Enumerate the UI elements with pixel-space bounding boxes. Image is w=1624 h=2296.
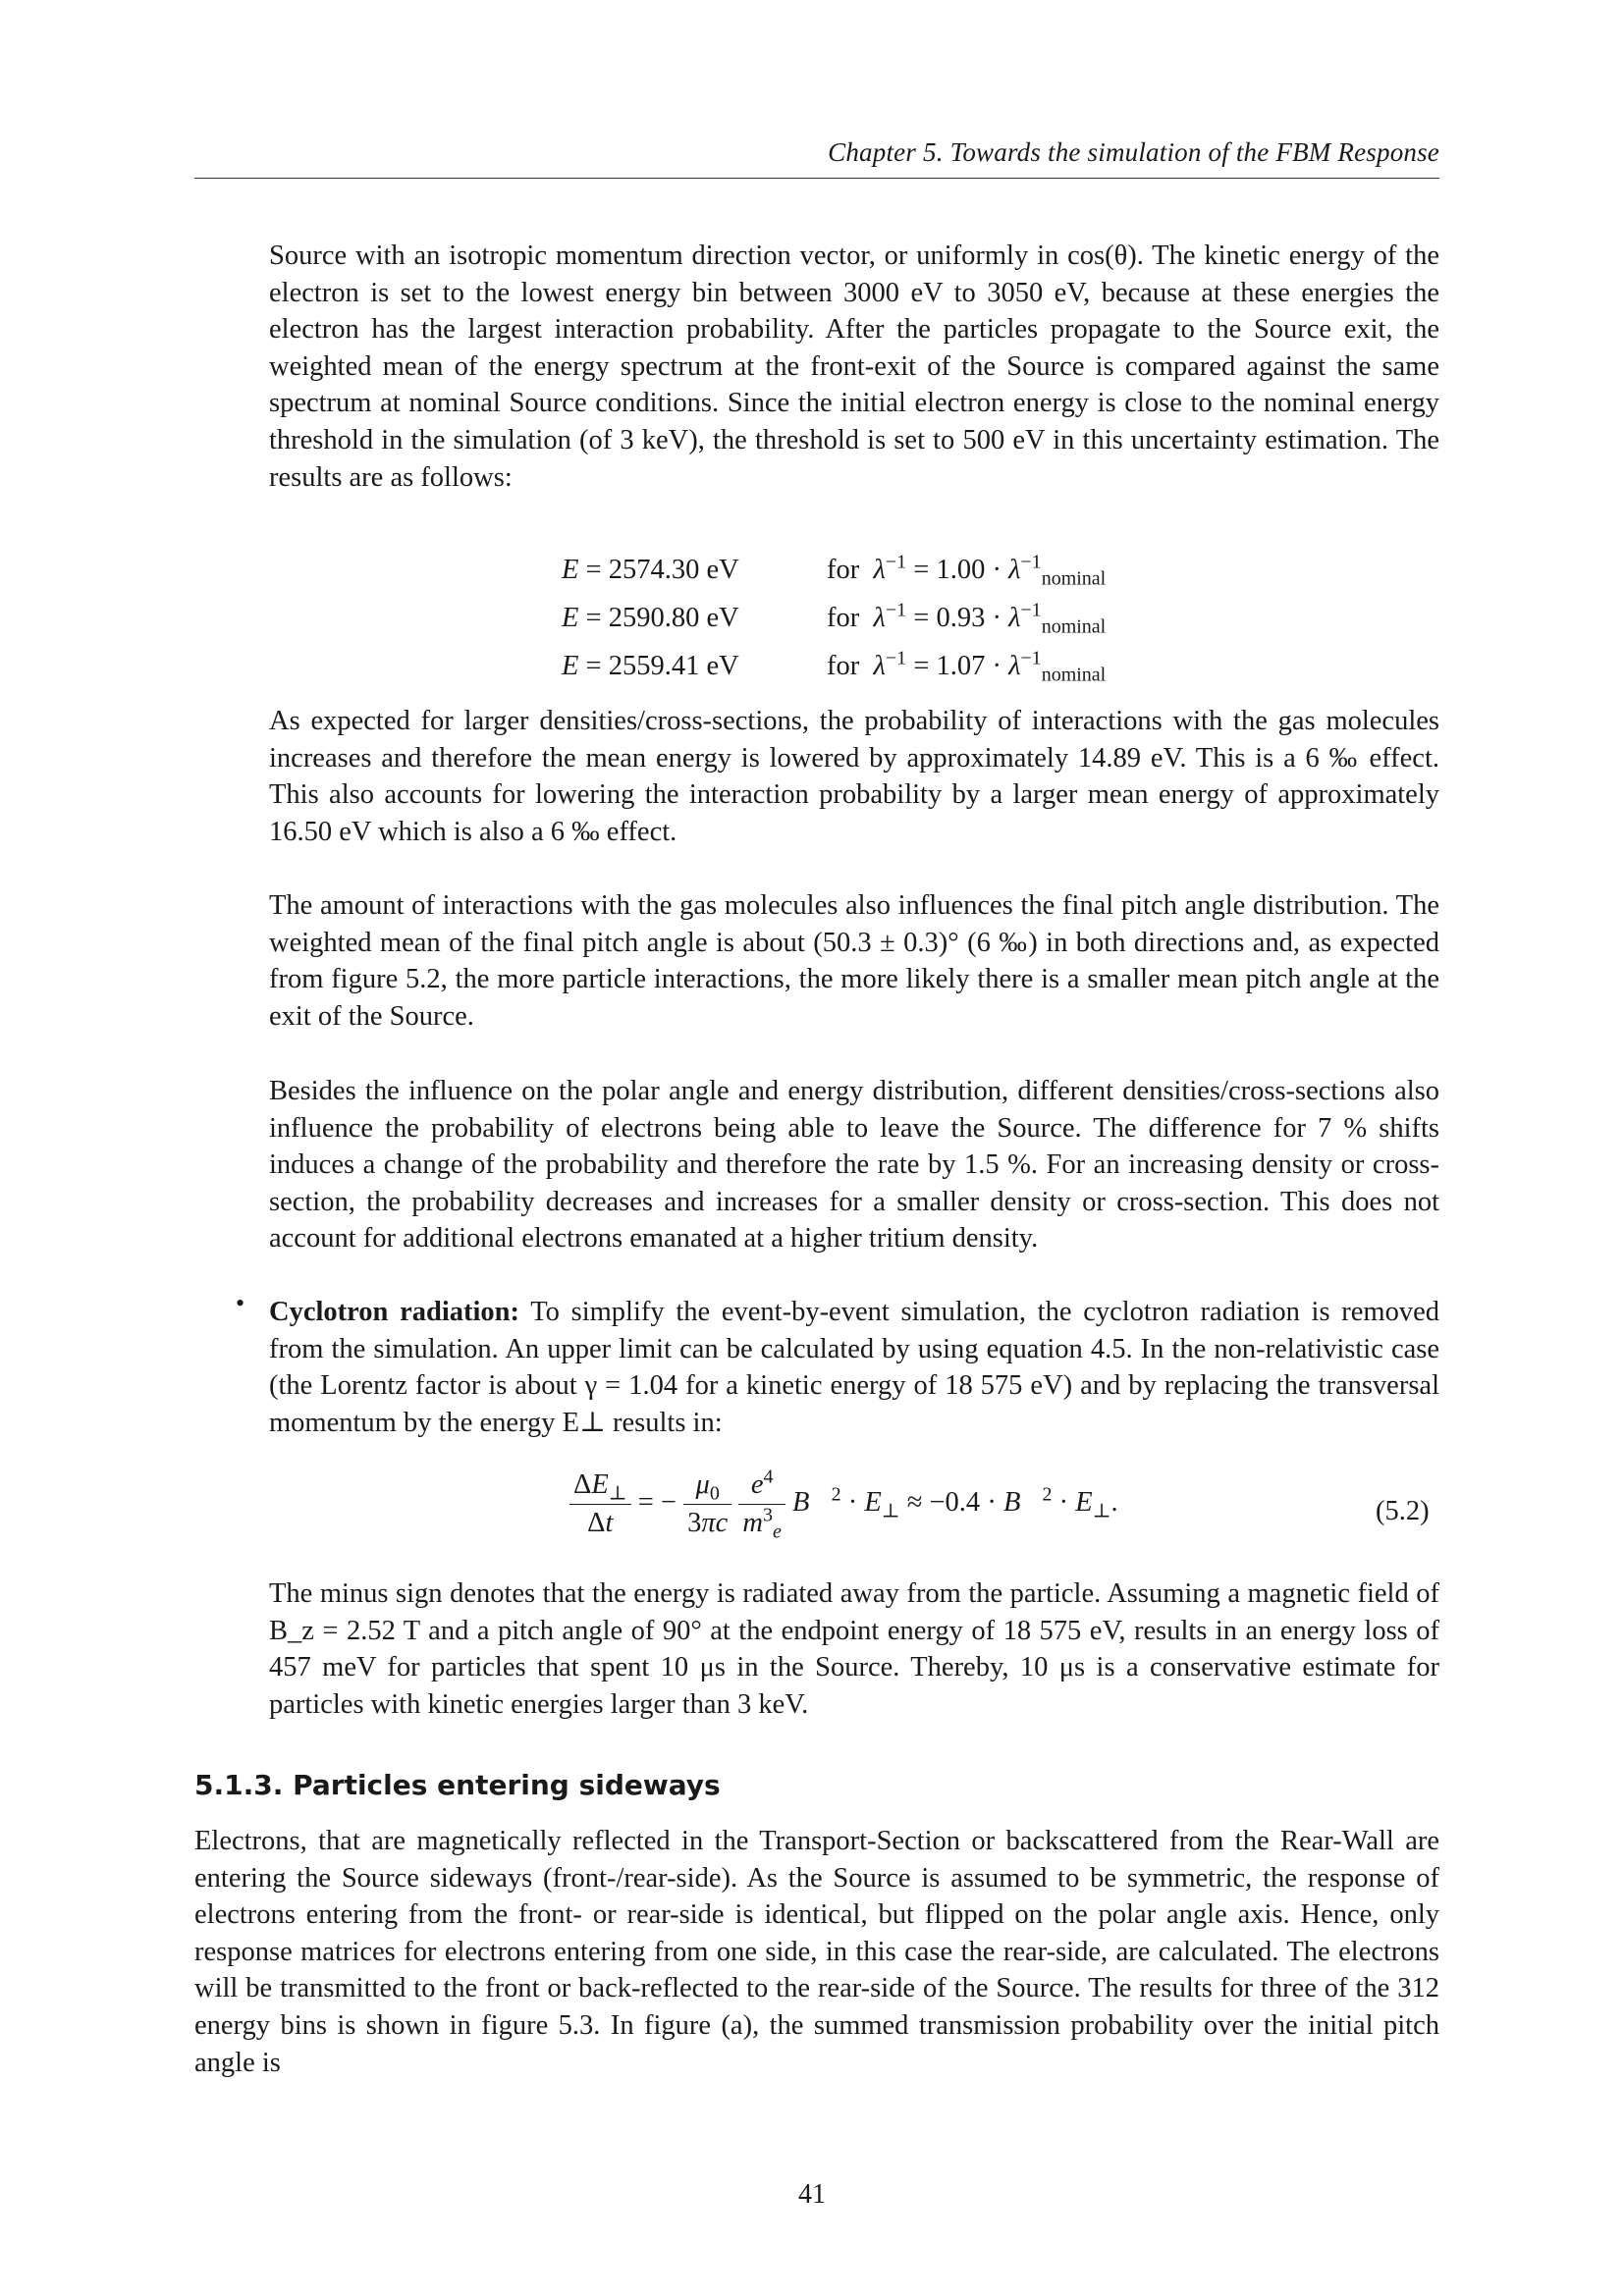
result-energy: 2590.80 eV — [608, 603, 739, 633]
section-heading: 5.1.3. Particles entering sideways — [194, 1769, 721, 1801]
for-label: for — [827, 603, 860, 633]
fraction-e4: $\frac{e^4}{m^3_e}$ — [738, 1469, 785, 1539]
fraction-mu0: $\frac{\mu_0}{3\pi c}$ — [683, 1469, 731, 1539]
equation-number: (5.2) — [1376, 1496, 1430, 1526]
for-label: for — [827, 651, 860, 681]
equation-5-2: $\frac{\Delta E_\perp}{\Delta t}$ = − $\frac{\mu_0}{3\pi c}$ $\frac{e^4}{m^3_e}$ B⃗$^2$ · $E_\perp \approx -0.4$ · B⃗$^2$ · $E_\perp$. — [569, 1469, 1118, 1539]
running-header: Chapter 5. Towards the simulation of the FBM Response — [828, 137, 1439, 167]
equation-coefficient: −0.4 — [929, 1487, 981, 1519]
nominal-sub: nominal — [1041, 567, 1107, 590]
paragraph-7: Electrons, that are magnetically reflected in the Transport-Section or backscattered from the Rear-Wall are entering the Source sideways (front-/rear-side). As the Source is assumed to be symmetric, the response of electrons entering from the front- or rear-side is identical, but flipped on the polar angle axis. Hence, only response matrices for electrons entering from one side, in this case the rear-side, are calculated. The electrons will be transmitted to the front or back-reflected to the rear-side of the Source. The results for three of the 312 energy bins is shown in figure 5.3. In figure (a), the summed transmission probability over the initial pitch angle is — [194, 1826, 1439, 2078]
bullet-label: Cyclotron radiation: — [269, 1297, 520, 1327]
page-number: 41 — [798, 2179, 826, 2210]
result-factor: 1.07 — [936, 651, 986, 681]
fraction-delta-e: $\frac{\Delta E_\perp}{\Delta t}$ — [569, 1469, 631, 1539]
result-energy: 2574.30 eV — [608, 555, 739, 585]
paragraph-4: Besides the influence on the polar angle and energy distribution, different densities/cross-sections also influence the probability of electrons being able to leave the Source. The difference for 7 % shifts induces a change of the probability and therefore the rate by 1.5 %. For an increasing density or cross-section, the probability decreases and increases for a smaller density or cross-section. This does not account for additional electrons emanated at a higher tritium density. — [269, 1076, 1439, 1255]
bullet-paragraph — [269, 1294, 1439, 1441]
paragraph-6: The minus sign denotes that the energy is radiated away from the particle. Assuming a magnetic field of B_z = 2.52 T and a pitch angle of 90° at the endpoint energy of 18 575 eV, results in an energy loss of 457 meV for particles that spent 10 μs in the Source. Thereby, 10 μs is a conservative estimate for particles with kinetic energies larger than 3 keV. — [269, 1578, 1439, 1720]
result-factor: 1.00 — [936, 555, 986, 585]
result-factor: 0.93 — [936, 603, 986, 633]
paragraph-3: The amount of interactions with the gas molecules also influences the final pitch angle distribution. The weighted mean of the final pitch angle is about (50.3 ± 0.3)° (6 ‰) in both directions and, as expected from figure 5.2, the more particle interactions, the more likely there is a smaller mean pitch angle at the exit of the Source. — [269, 890, 1439, 1032]
paragraph-1: Source with an isotropic momentum direction vector, or uniformly in cos(θ). The kinetic energy of the electron is set to the lowest energy bin between 3000 eV to 3050 eV, because at these energies the electron has the largest interaction probability. After the particles propagate to the Source exit, the weighted mean of the energy spectrum at the front-exit of the Source is compared against the same spectrum at nominal Source conditions. Since the initial electron energy is close to the nominal energy threshold in the simulation (of 3 keV), the threshold is set to 500 eV in this uncertainty estimation. The results are as follows: — [269, 240, 1439, 493]
header-rule — [194, 178, 1439, 179]
nominal-sub: nominal — [1041, 615, 1107, 638]
nominal-sub: nominal — [1041, 664, 1107, 686]
bullet-text: To simplify the event-by-event simulation, the cyclotron radiation is removed from the simulation. An upper limit can be calculated by using equation 4.5. In the non-relativistic case (the Lorentz factor is about γ = 1.04 for a kinetic energy of 18 575 eV) and by replacing the transversal momentum by the energy E⊥ results in: — [269, 1297, 1439, 1438]
result-energy: 2559.41 eV — [608, 651, 739, 681]
for-label: for — [827, 555, 860, 585]
bullet-icon: • — [236, 1289, 245, 1317]
paragraph-2: As expected for larger densities/cross-sections, the probability of interactions with the gas molecules increases and therefore the mean energy is lowered by approximately 14.89 eV. This is a 6 ‰ effect. This also accounts for lowering the interaction probability by a larger mean energy of approximately 16.50 eV which is also a 6 ‰ effect. — [269, 706, 1439, 847]
